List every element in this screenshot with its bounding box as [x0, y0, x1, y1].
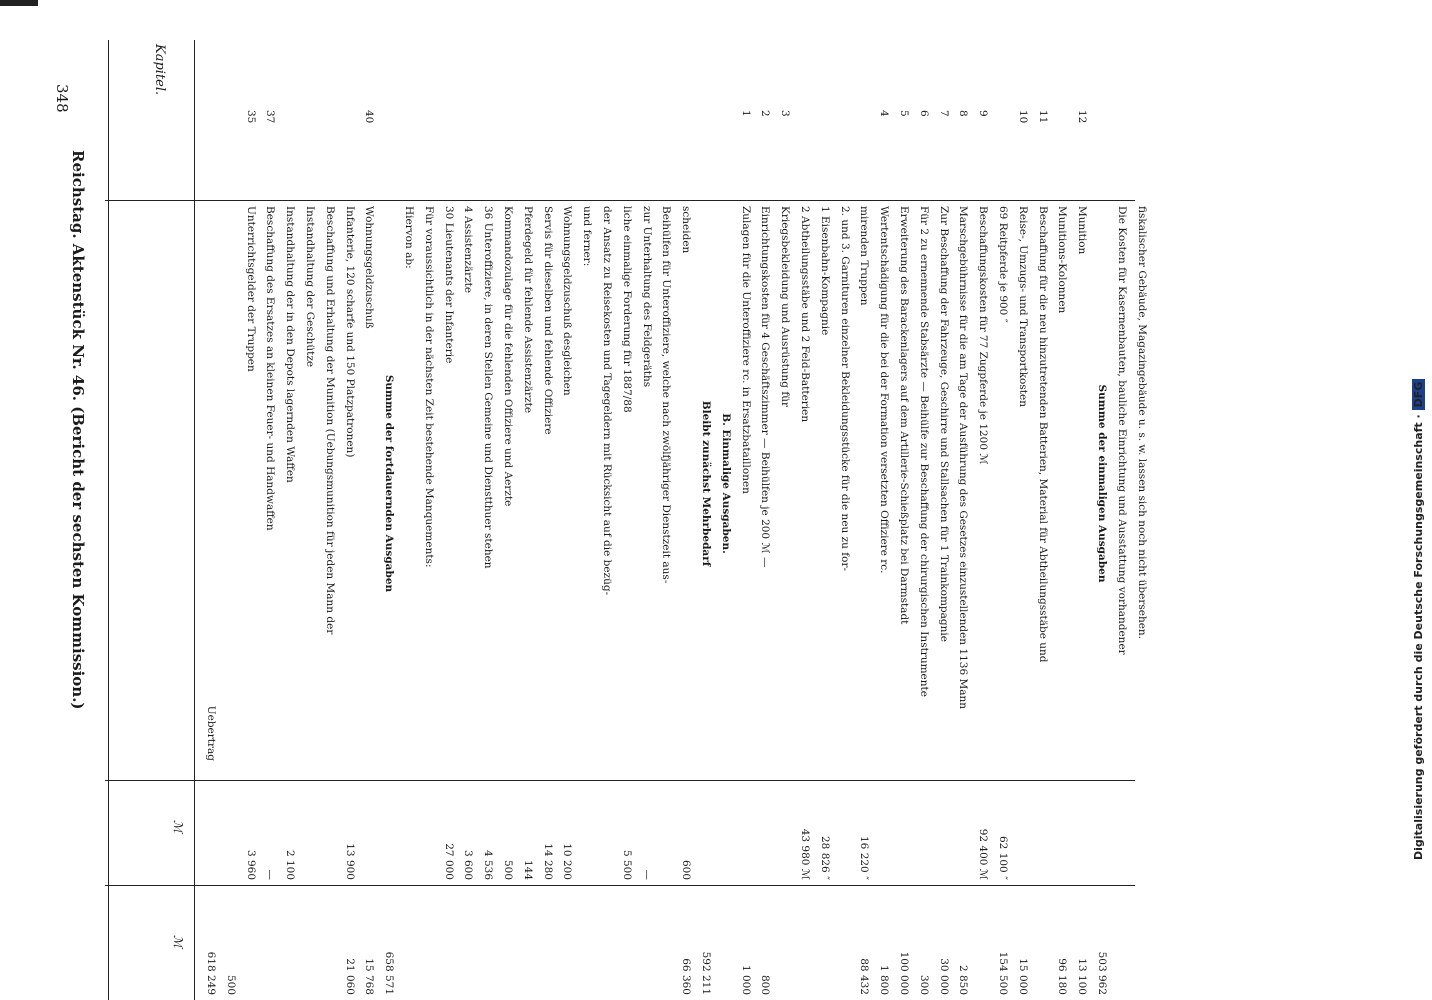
table-row: [542, 0, 554, 1000]
row-description: 30 Lieutenants der Infanterie: [442, 206, 455, 364]
table-row: [700, 0, 712, 1000]
amount-col2: 618 249: [205, 951, 217, 995]
amount-col1: 144: [521, 859, 534, 880]
rotated-document-page: [5, 0, 1195, 1000]
kapitel-number: 37: [264, 110, 277, 124]
amount-col2: 300: [917, 974, 930, 995]
table-row: [799, 0, 811, 1000]
row-description: Servis für dieselben und fehlende Offiziere: [541, 206, 554, 435]
row-description: Munition: [1076, 206, 1089, 255]
table-row: [938, 0, 950, 1000]
amount-col1: 5 500: [620, 849, 633, 880]
table-row: [383, 0, 395, 1000]
amount-col2: 658 571: [383, 951, 396, 995]
amount-col2: 96 180: [1056, 958, 1069, 995]
row-description: Kommandozulage für die fehlenden Offiziere und Aerzte: [502, 206, 514, 507]
row-description: Bleibt zunächst Mehrbedarf: [700, 400, 712, 567]
table-row: [641, 0, 653, 1000]
row-description: Summe der fortdauernden Ausgaben: [383, 374, 396, 593]
table-row: [423, 0, 435, 1000]
table-row: [1096, 0, 1108, 1000]
amount-col2: 1 800: [878, 964, 891, 995]
table-row: [344, 0, 356, 1000]
row-description: Beschaffung für die neu hinzutretenden Batterien, Material für Abtheilungsstäbe und: [1036, 206, 1049, 663]
amount-col1: 28 826 ″: [818, 836, 831, 880]
row-description: der Ansatz zu Reisekosten und Tagegeldern mit Rücksicht auf die bezüg-: [601, 206, 613, 596]
row-description: Kriegsbekleidung und Ausrüstung für: [779, 206, 792, 408]
row-description: scheiden: [680, 206, 693, 254]
row-description: B. Einmalige Ausgaben.: [719, 413, 732, 554]
table-row: [225, 0, 237, 1000]
table-row: [997, 0, 1009, 1000]
amount-col2: 100 000: [898, 951, 910, 995]
kapitel-number: 9: [977, 110, 990, 117]
amount-col2: 15 768: [363, 958, 376, 995]
amount-col2: 1 000: [739, 964, 752, 995]
amount-col2: 15 000: [1016, 958, 1029, 995]
row-description: 2 Abtheilungsstäbe und 2 Feld-Batterien: [799, 206, 811, 423]
kapitel-number: 5: [898, 110, 910, 117]
row-description: 2. und 3. Garnituren einzelner Bekleidungsstücke für die neu zu for-: [838, 206, 851, 572]
kapitel-number: 40: [363, 110, 376, 124]
table-row: [918, 0, 930, 1000]
table-row: [363, 0, 375, 1000]
row-description: mirenden Truppen: [858, 206, 871, 306]
row-description: Summe der einmaligen Ausgaben: [1096, 384, 1108, 583]
amount-col2: 30 000: [937, 958, 950, 995]
table-row: [977, 0, 989, 1000]
amount-col2: 88 432: [858, 958, 871, 995]
amount-col2: 800: [759, 974, 772, 995]
amount-col2: 13 100: [1076, 958, 1089, 995]
row-description: Wohnungsgeldzuschuß desgleichen: [561, 206, 574, 396]
amount-col1: 10 200: [561, 843, 574, 880]
table-row: [324, 0, 336, 1000]
amount-col1: 3 960: [244, 849, 257, 880]
table-row: [522, 0, 534, 1000]
kapitel-number: 6: [917, 110, 930, 117]
row-description: Für 2 zu ernennende Stabsärzte — Beihülfe zur Beschaffung der chirurgischen Instrumente: [917, 206, 930, 697]
amount-col1: —: [640, 869, 653, 880]
table-row: [819, 0, 831, 1000]
page-number: 348: [53, 84, 71, 113]
amount-col1: 14 280: [541, 843, 554, 880]
amount-col1: 3 600: [462, 849, 475, 880]
sidebar-credit: [1410, 70, 1428, 930]
row-description: 36 Unteroffiziere, in deren Stellen Gemeine und Dienstthuer stehen: [482, 206, 495, 569]
amount-col1: 600: [680, 859, 693, 880]
row-description: liche einmalige Forderung für 1887/88: [620, 206, 633, 413]
table-row: [482, 0, 494, 1000]
table-row: [581, 0, 593, 1000]
amount-col1: 13 900: [343, 843, 356, 880]
amount-col2: 21 060: [343, 958, 356, 995]
amount-col2: 66 360: [680, 958, 693, 995]
table-row: [264, 0, 276, 1000]
row-description: Beschaffungskosten für 77 Zugpferde je 1200 ℳ: [977, 206, 990, 465]
kapitel-number: 8: [957, 110, 970, 117]
amount-col1: 43 980 ℳ: [799, 828, 811, 880]
row-description: Infanterie, 120 scharfe und 150 Platzpatronen): [343, 206, 356, 458]
kapitel-number: 1: [739, 110, 752, 117]
row-description: zur Unterhaltung des Feldgeräths: [640, 206, 653, 388]
row-description: und ferner:: [581, 206, 594, 267]
row-description: 69 Reitpferde je 900 ″: [997, 206, 1009, 323]
row-description: Pferdegeld für fehlende Assistenzärzte: [521, 206, 534, 414]
amount-col1: 2 100: [284, 849, 297, 880]
table-row: [561, 0, 573, 1000]
amount-col2: 592 211: [700, 951, 712, 995]
table-row: [720, 0, 732, 1000]
row-description: Instandhaltung der Geschütze: [304, 206, 316, 368]
row-description: Beschaffung und Erhaltung der Munition (Uebungsmunition für jeden Mann der: [323, 206, 336, 635]
header-rule: [108, 40, 109, 1000]
table-row: [759, 0, 771, 1000]
kapitel-number: 10: [1016, 110, 1029, 124]
row-description: Zulagen für die Unteroffiziere rc. in Ersatzbataillonen: [739, 206, 752, 494]
table-row: [839, 0, 851, 1000]
table-row: [1017, 0, 1029, 1000]
kapitel-number: 2: [759, 110, 772, 117]
table-row: [660, 0, 672, 1000]
amount-unit-col1: ℳ: [171, 820, 185, 833]
dfg-badge: DFG: [1412, 379, 1425, 411]
row-description: 4 Assistenzärzte: [462, 206, 475, 294]
table-row: [601, 0, 613, 1000]
table-row: [443, 0, 455, 1000]
page-title: Reichstag. Aktenstück Nr. 46. (Bericht der sechsten Kommission.): [69, 150, 87, 710]
table-row: [1076, 0, 1088, 1000]
kapitel-column-label: Kapitel.: [152, 44, 167, 96]
amount-col1: 16 220 ″: [858, 836, 871, 880]
kapitel-number: 11: [1036, 110, 1049, 124]
table-row: [304, 0, 316, 1000]
amount-col2: 154 500: [997, 951, 1009, 995]
amount-col2: 2 850: [957, 964, 970, 995]
row-description: Beschaffung des Ersatzes an kleinen Feuer- und Handwaffen: [264, 206, 277, 531]
amount-col2: 500: [224, 974, 237, 995]
row-description: Erweiterung des Barackenlagers auf dem Artillerie-Schießplatz bei Darmstadt: [898, 206, 910, 625]
credit-text: Digitalisierung gefördert durch die Deutsche Forschungsgemeinschaft ·DFG: [1412, 379, 1425, 860]
row-description: Unterrichtsgelder der Truppen: [244, 206, 257, 372]
kapitel-number: 4: [878, 110, 891, 117]
table-row: [1037, 0, 1049, 1000]
kapitel-number: 3: [779, 110, 792, 117]
row-description: Uebertrag: [205, 705, 217, 761]
table-row: [403, 0, 415, 1000]
amount-col1: 500: [502, 859, 514, 880]
table-row: [680, 0, 692, 1000]
table-row: [1056, 0, 1068, 1000]
table-row: [284, 0, 296, 1000]
amount-col1: 62 100 ″: [997, 836, 1009, 880]
amount-col2: 503 962: [1096, 951, 1108, 995]
column-header-rule: [194, 40, 195, 1000]
table-row: [205, 0, 217, 1000]
row-description: Reise-, Umzugs- und Transportkosten: [1016, 206, 1029, 407]
row-description: Marschgebührnisse für die am Tage der Ausführung des Gesetzes einzustellenden 1136 Mann: [957, 206, 970, 709]
table-row: [502, 0, 514, 1000]
amount-unit-col2: ℳ: [171, 935, 185, 948]
row-description: Hiervon ab:: [403, 206, 415, 269]
amount-col1: 92 400 ℳ: [977, 828, 990, 880]
row-description: Instandhaltung der in den Depots lagernden Waffen: [284, 206, 297, 483]
kapitel-number: 35: [244, 110, 257, 124]
table-row: [858, 0, 870, 1000]
row-description: Wohnungsgeldzuschuß: [363, 206, 376, 329]
table-row: [898, 0, 910, 1000]
amount-col1: 27 000: [442, 843, 455, 880]
amount-col1: 4 536: [482, 849, 495, 880]
table-row: [740, 0, 752, 1000]
row-description: Wertentschädigung für die bei der Formation versetzten Offiziere rc.: [878, 206, 891, 574]
table-row: [957, 0, 969, 1000]
kapitel-number: 7: [937, 110, 950, 117]
row-description: Für voraussichtlich in der nächsten Zeit bestehende Manquements:: [422, 206, 435, 568]
row-description: Einrichtungskosten für 4 Geschäftszimmer — Beihülfen je 200 ℳ —: [759, 206, 772, 568]
row-description: Die Kosten für Kasernenbauten, bauliche Einrichtung und Ausstattung vorhandener: [1115, 206, 1128, 655]
table-row: [1116, 0, 1128, 1000]
table-row: [621, 0, 633, 1000]
table-row: [779, 0, 791, 1000]
table-row: [245, 0, 257, 1000]
table-row: [1136, 0, 1148, 1000]
row-description: Munitions-Kolonnen: [1056, 206, 1069, 314]
table-row: [878, 0, 890, 1000]
row-description: fiskalischer Gebäude, Magazingebäude u. s. w. lassen sich noch nicht übersehen.: [1135, 206, 1148, 640]
amount-col1: —: [264, 869, 277, 880]
row-description: 1 Eisenbahn-Kompagnie: [818, 206, 831, 336]
row-description: Zur Beschaffung der Fahrzeuge, Geschirre und Stallsachen für 1 Trainkompagnie: [937, 206, 950, 642]
row-description: Beihülfen für Unteroffiziere, welche nach zwölfjähriger Dienstzeit aus-: [660, 206, 673, 584]
table-row: [462, 0, 474, 1000]
kapitel-number: 12: [1076, 110, 1089, 124]
